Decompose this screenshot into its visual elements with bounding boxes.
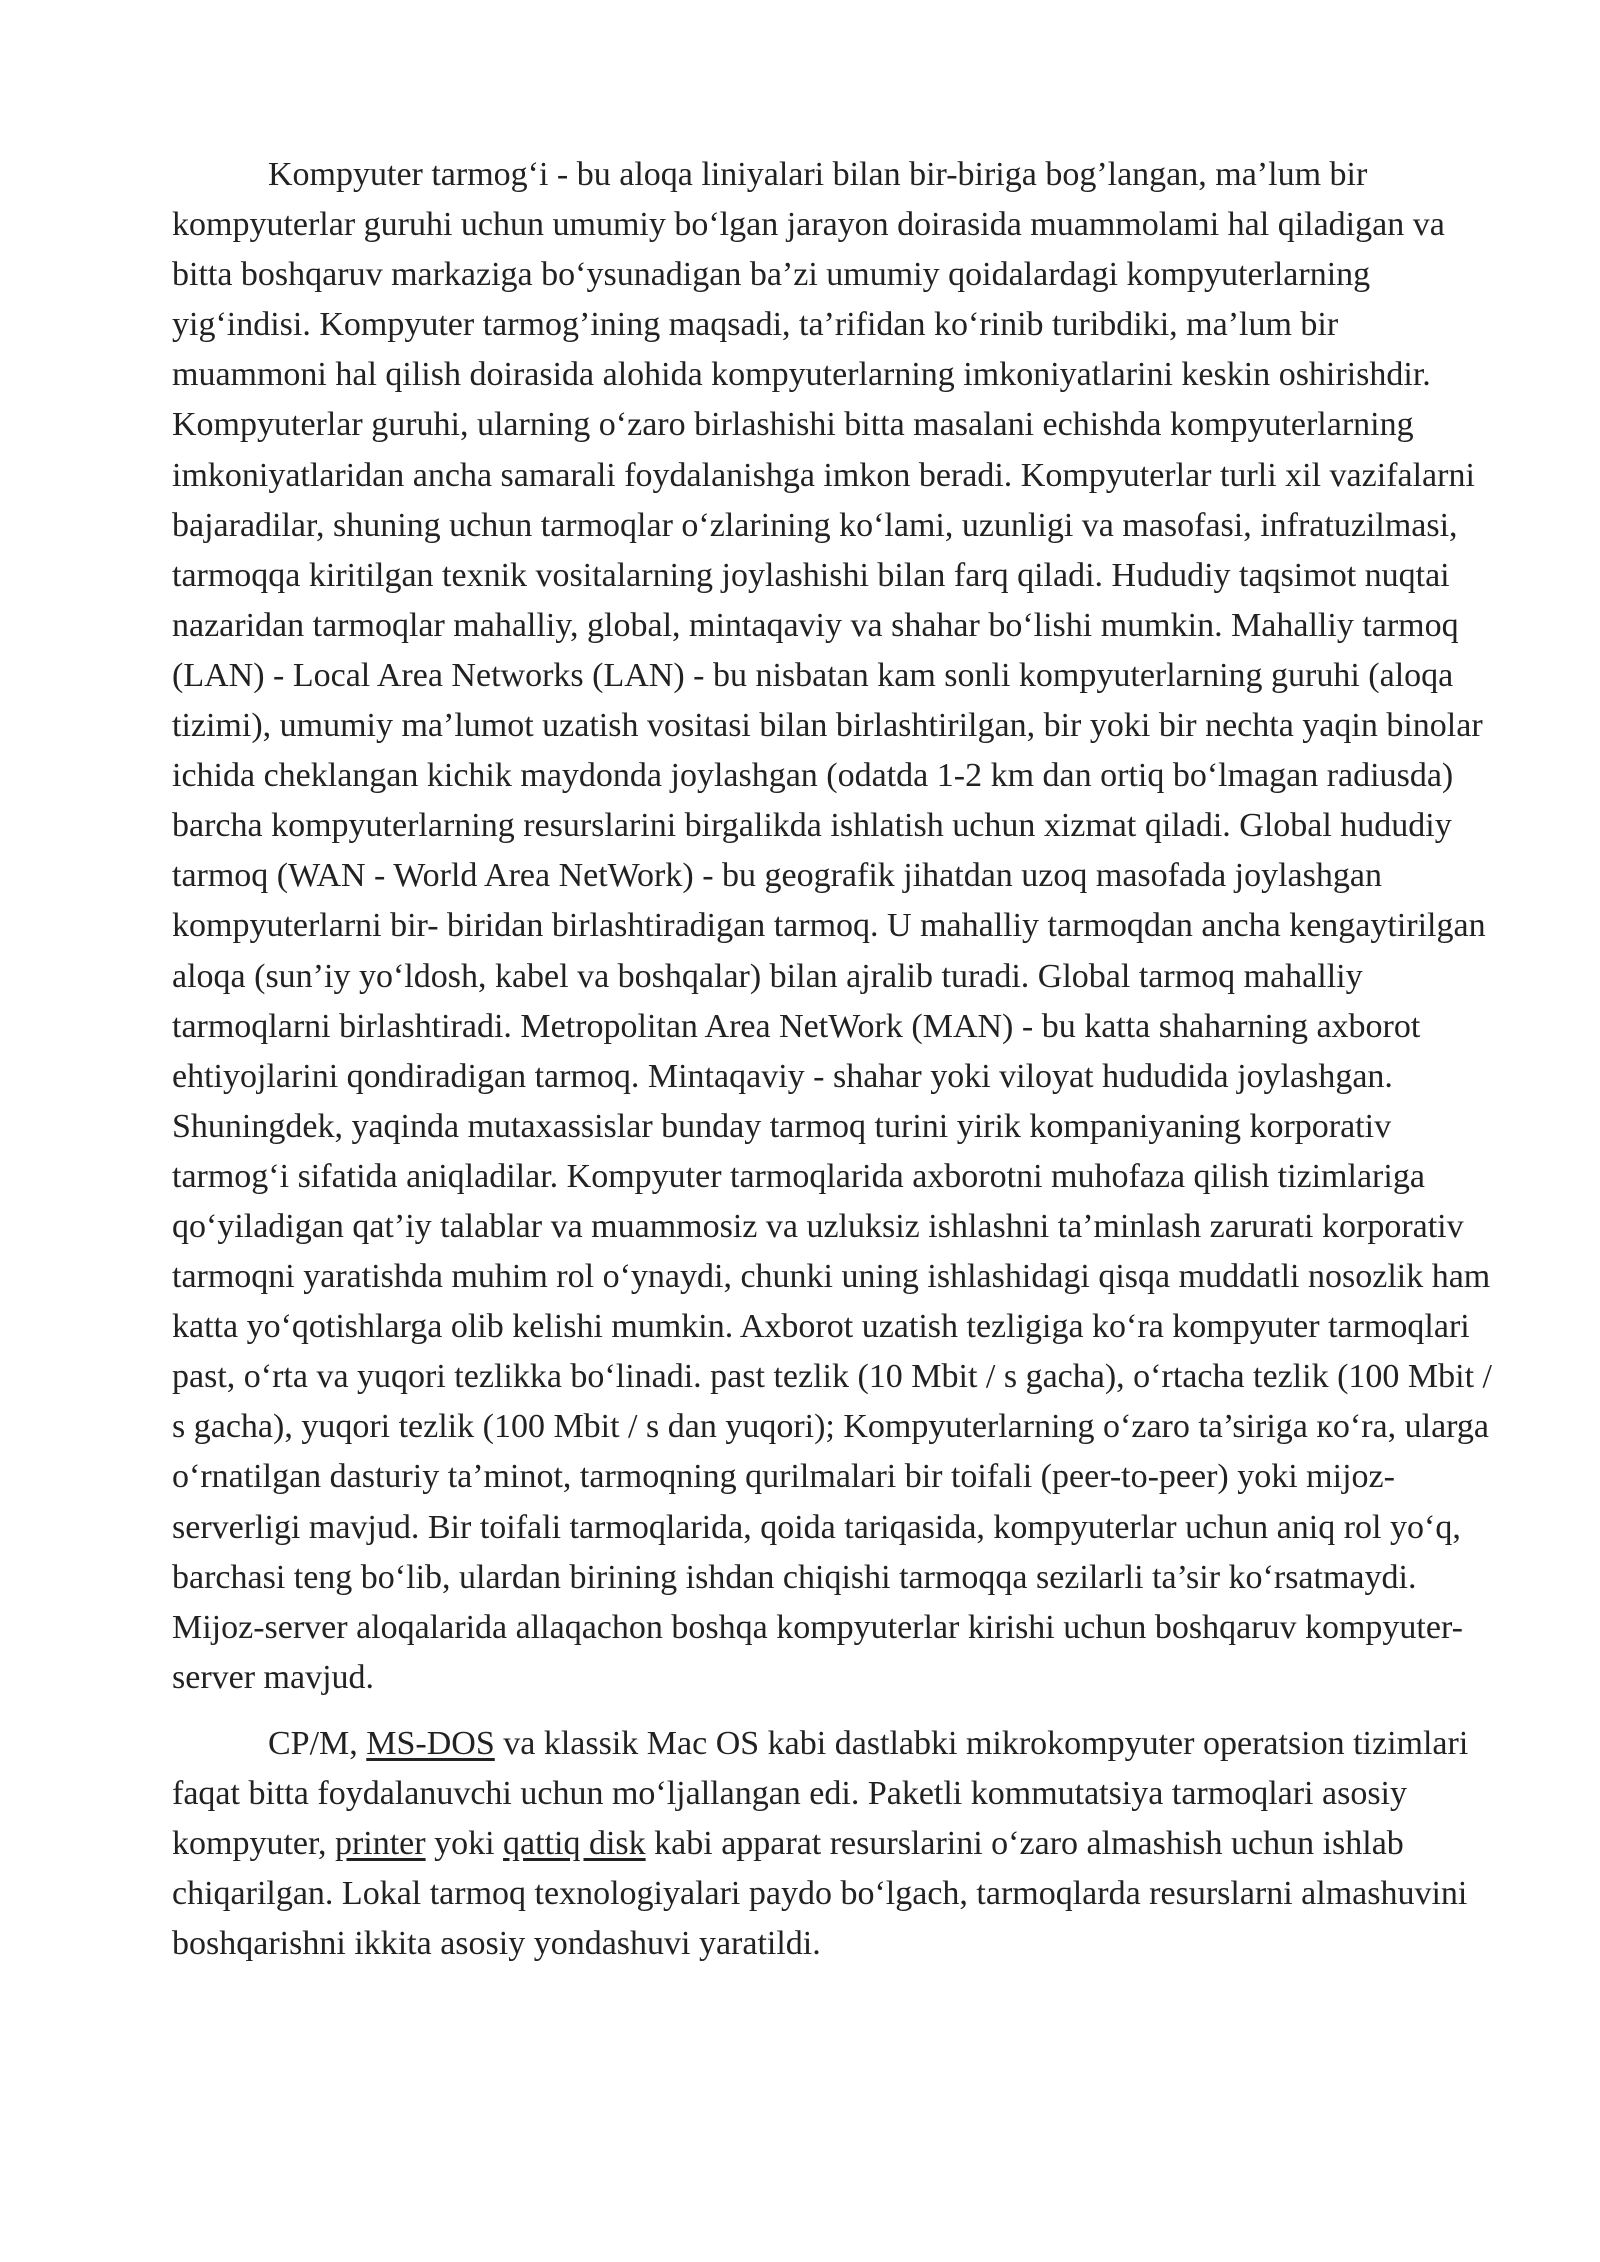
- paragraph-text-segment: kabi apparat resurslarini o‘zaro almashish uchun ishlab chiqarilgan. Lokal tarmoq texnologiyalari paydo bo‘lgach, tarmoqlarda resurslarni almashuvini boshqarishni ikkita asosiy yondashuvi yaratildi.: [172, 1825, 1468, 1963]
- paragraph-text-segment: va klassik Mac OS kabi dastlabki mikrokompyuter operatsion tizimlari faqat bitta foydalanuvchi uchun mo‘ljallangan edi. Paketli kommutatsiya tarmoqlari asosiy kompyuter,: [172, 1724, 1469, 1863]
- paragraph-text-segment: yoki: [425, 1825, 504, 1863]
- msdos-link[interactable]: MS-DOS: [366, 1724, 495, 1762]
- hard-disk-link[interactable]: qattiq disk: [503, 1825, 646, 1863]
- paragraph-operating-systems: [172, 1719, 1492, 1969]
- paragraph-computer-networks: Kompyuter tarmog‘i - bu aloqa liniyalari bilan bir-biriga bog’langan, ma’lum bir kompyuterlar guruhi uchun umumiy bo‘lgan jarayon doirasida muammolami hal qiladigan va bitta boshqaruv markaziga bo‘ysunadigan ba’zi umumiy qoidalardagi kompyuterlarning yig‘indisi. Kompyuter tarmog’ining maqsadi, ta’rifidan ko‘rinib turibdiki, ma’lum bir muammoni hal qilish doirasida alohida kompyuterlarning imkoniyatlarini keskin oshirishdir. Kompyuterlar guruhi, ularning o‘zaro birlashishi bitta masalani echishda kompyuterlarning imkoniyatlaridan ancha samarali foydalanishga imkon beradi. Kompyuterlar turli xil vazifalarni bajaradilar, shuning uchun tarmoqlar o‘zlarining ko‘lami, uzunligi va masofasi, infratuzilmasi, tarmoqqa kiritilgan texnik vositalarning joylashishi bilan farq qiladi. Hududiy taqsimot nuqtai nazaridan tarmoqlar mahalliy, global, mintaqaviy va shahar bo‘lishi mumkin. Mahalliy tarmoq (LAN) - Local Area Networks (LAN) - bu nisbatan kam sonli kompyuterlarning guruhi (aloqa tizimi), umumiy ma’lumot uzatish vositasi bilan birlashtirilgan, bir yoki bir nechta yaqin binolar ichida cheklangan kichik maydonda joylashgan (odatda 1-2 km dan ortiq bo‘lmagan radiusda) barcha kompyuterlarning resurslarini birgalikda ishlatish uchun xizmat qiladi. Global hududiy tarmoq (WAN - World Area NetWork) - bu geografik jihatdan uzoq masofada joylashgan kompyuterlarni bir- biridan birlashtiradigan tarmoq. U mahalliy tarmoqdan ancha kengaytirilgan aloqa (sun’iy yo‘ldosh, kabel va boshqalar) bilan ajralib turadi. Global tarmoq mahalliy tarmoqlarni birlashtiradi. Metropolitan Area NetWork (MAN) - bu katta shaharning axborot ehtiyojlarini qondiradigan tarmoq. Mintaqaviy - shahar yoki viloyat hududida joylashgan. Shuningdek, yaqinda mutaxassislar bunday tarmoq turini yirik kompaniyaning korporativ tarmog‘i sifatida aniqladilar. Kompyuter tarmoqlarida axborotni muhofaza qilish tizimlariga qo‘yiladigan qat’iy talablar va muammosiz va uzluksiz ishlashni ta’minlash zarurati korporativ tarmoqni yaratishda muhim rol o‘ynaydi, chunki uning ishlashidagi qisqa muddatli nosozlik ham katta yo‘qotishlarga olib kelishi mumkin. Axborot uzatish tezligiga ko‘ra kompyuter tarmoqlari past, o‘rta va yuqori tezlikka bo‘linadi. past tezlik (10 Mbit / s gacha), o‘rtacha tezlik (100 Mbit / s gacha), yuqori tezlik (100 Mbit / s dan yuqori); Kompyuterlarning o‘zaro ta’siriga кo‘ra, ularga o‘rnatilgan dasturiy ta’minot, tarmoqning qurilmalari bir toifali (peer-to-peer) yoki mijoz-serverligi mavjud. Bir toifali tarmoqlarida, qoida tariqasida, kompyuterlar uchun aniq rol yo‘q, barchasi teng bo‘lib, ulardan birining ishdan chiqishi tarmoqqa sezilarli ta’sir ko‘rsatmaydi. Mijoz-server aloqalarida allaqachon boshqa kompyuterlar kirishi uchun boshqaruv kompyuter-server mavjud.: [172, 156, 1492, 1696]
- paragraph-text-segment: CP/M,: [268, 1724, 367, 1762]
- document-page: [172, 150, 1492, 1969]
- printer-link[interactable]: printer: [334, 1825, 426, 1863]
